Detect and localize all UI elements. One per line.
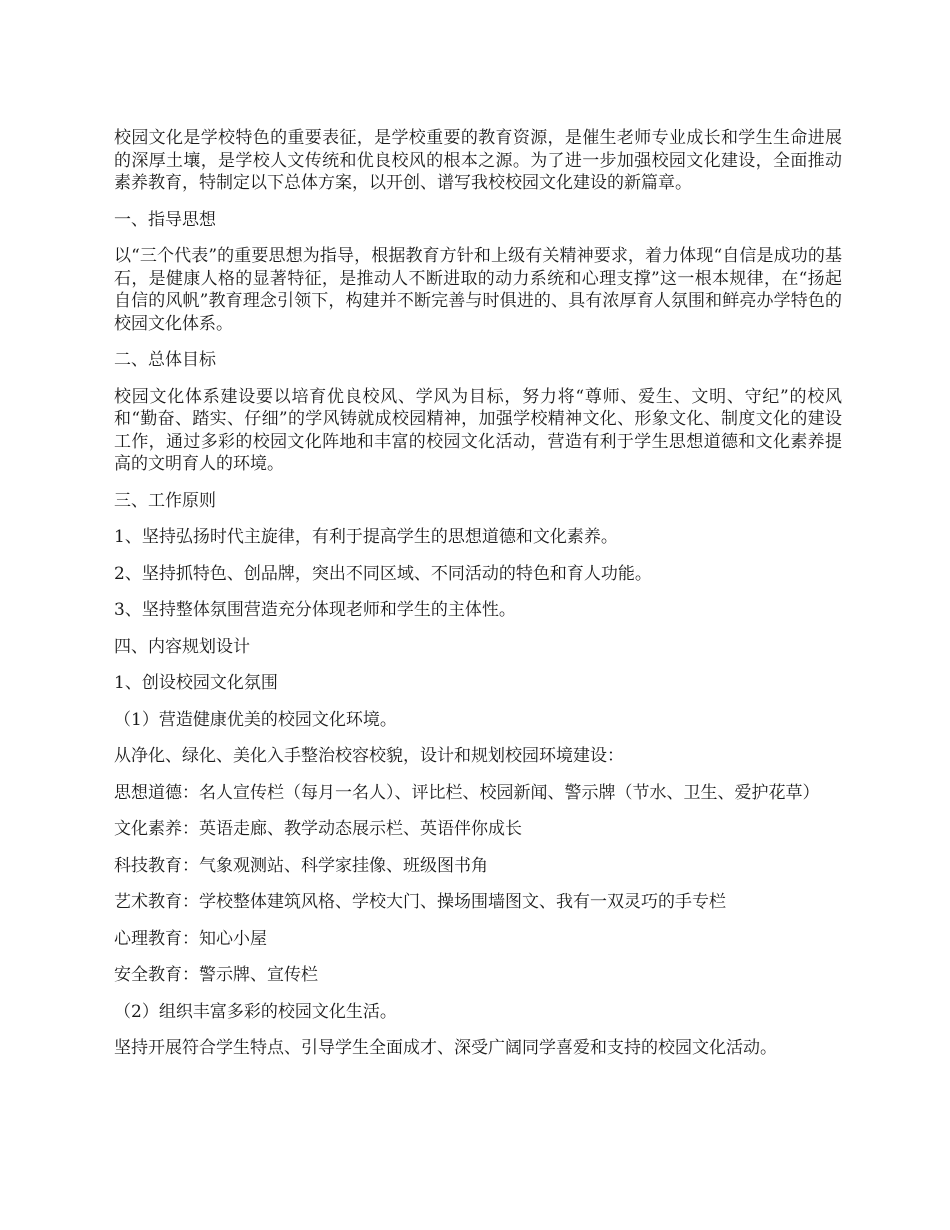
section-heading-content-planning: 四、内容规划设计 <box>114 636 250 657</box>
campus-life-paragraph: 坚持开展符合学生特点、引导学生全面成才、深受广阔同学喜爱和支持的校园文化活动。 <box>114 1038 777 1058</box>
list-item-culture: 文化素养：英语走廊、教学动态展示栏、英语伴你成长 <box>114 819 522 839</box>
list-item-art: 艺术教育：学校整体建筑风格、学校大门、操场围墙图文、我有一双灵巧的手专栏 <box>114 892 726 912</box>
overall-goal-paragraph: 校园文化体系建设要以培育优良校风、学风为目标，努力将“尊师、爱生、文明、守纪”的校风和“勤奋、踏实、仔细”的学风铸就成校园精神，加强学校精神文化、形象文化、制度文化的建设工作，通过多彩的校园文化阵地和丰富的校园文化活动，营造有利于学生思想道德和文化素养提高的文明育人的环境。 <box>114 386 842 474</box>
list-item-science: 科技教育：气象观测站、科学家挂像、班级图书角 <box>114 855 488 876</box>
document-page <box>114 127 842 1074</box>
principle-item-3: 3、坚持整体氛围营造充分体现老师和学生的主体性。 <box>114 600 516 620</box>
subheading-environment: （1）营造健康优美的校园文化环境。 <box>114 709 397 730</box>
list-item-psychology: 心理教育：知心小屋 <box>114 928 267 949</box>
section-heading-overall-goal: 二、总体目标 <box>114 350 216 370</box>
list-item-moral: 思想道德：名人宣传栏（每月一名人）、评比栏、校园新闻、警示牌（节水、卫生、爱护花草） <box>114 782 820 803</box>
principle-item-1: 1、坚持弘扬时代主旋律，有利于提高学生的思想道德和文化素养。 <box>114 527 618 547</box>
subheading-campus-life: （2）组织丰富多彩的校园文化生活。 <box>114 1001 397 1022</box>
principle-item-2: 2、坚持抓特色、创品牌，突出不同区域、不同活动的特色和育人功能。 <box>114 563 652 584</box>
subheading-campus-atmosphere: 1、创设校园文化氛围 <box>114 673 278 693</box>
guiding-ideology-paragraph: 以“三个代表”的重要思想为指导，根据教育方针和上级有关精神要求，着力体现“自信是成功的基石，是健康人格的显著特征，是推动人不断进取的动力系统和心理支撑”这一根本规律，在“扬起自信的风帆”教育理念引领下，构建并不断完善与时俱进的、具有浓厚育人氛围和鲜亮办学特色的校园文化体系。 <box>114 246 842 334</box>
intro-paragraph: 校园文化是学校特色的重要表征，是学校重要的教育资源，是催生老师专业成长和学生生命进展的深厚土壤，是学校人文传统和优良校风的根本之源。为了进一步加强校园文化建设，全面推动素养教育，特制定以下总体方案，以开创、谱写我校校园文化建设的新篇章。 <box>114 128 842 193</box>
list-item-safety: 安全教育：警示牌、宣传栏 <box>114 965 318 985</box>
section-heading-guiding-ideology: 一、指导思想 <box>114 209 216 230</box>
environment-paragraph: 从净化、绿化、美化入手整治校容校貌，设计和规划校园环境建设： <box>114 746 624 766</box>
section-heading-work-principles: 三、工作原则 <box>114 490 216 511</box>
